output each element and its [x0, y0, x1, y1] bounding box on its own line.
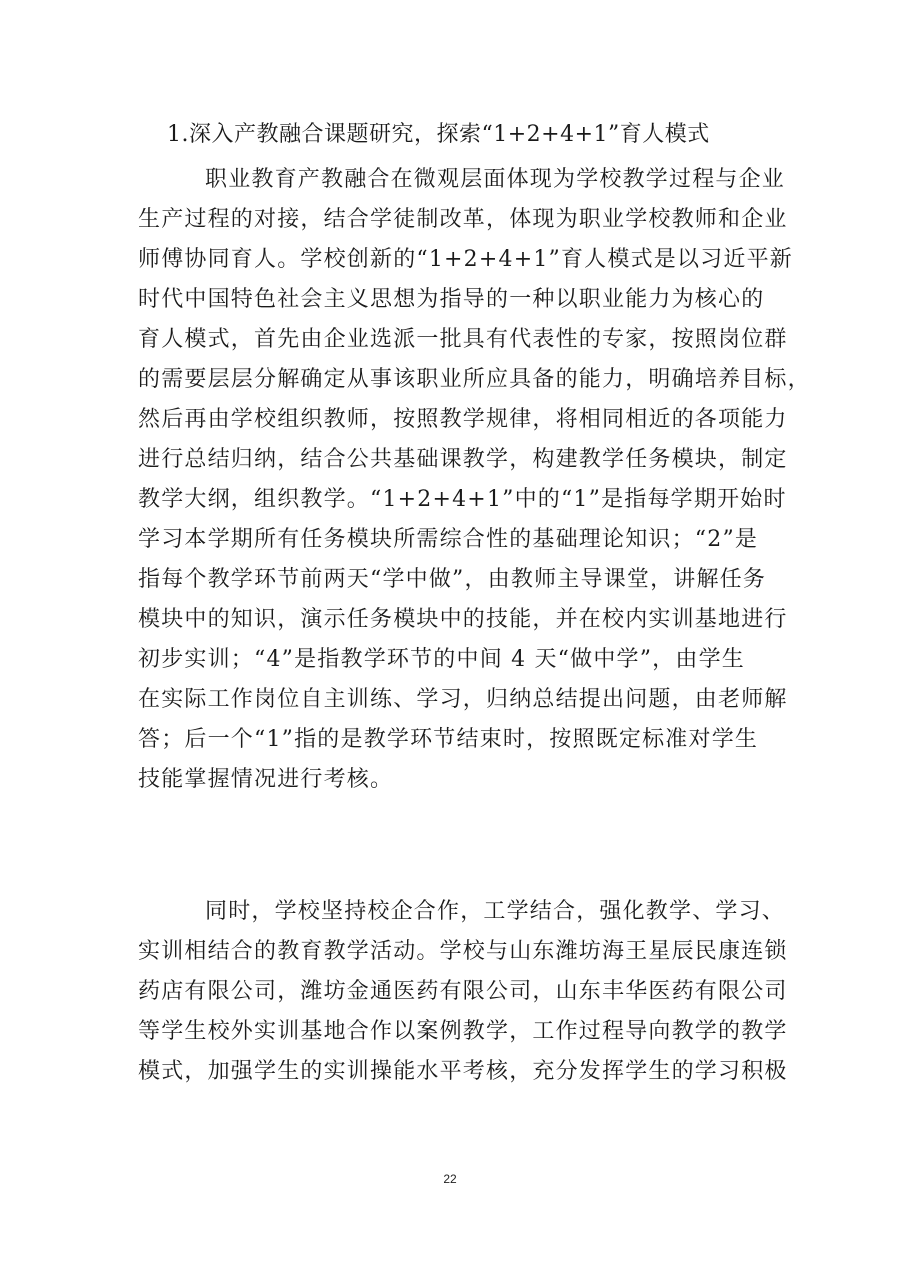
text-line: 等学生校外实训基地合作以案例教学，工作过程导向教学的教学	[138, 1019, 788, 1044]
text-line: 技能掌握情况进行考核。	[138, 767, 394, 792]
text-line: 指每个教学环节前两天“学中做”，由教师主导课堂，讲解任务	[138, 567, 767, 592]
text-line: 师傅协同育人。学校创新的“1+2+4+1”育人模式是以习近平新	[138, 247, 793, 272]
text-line: 进行总结归纳，结合公共基础课教学，构建教学任务模块，制定	[138, 447, 788, 472]
paragraph-2	[138, 892, 788, 1092]
text-line: 初步实训；“4”是指教学环节的中间 4 天“做中学”，由学生	[138, 647, 745, 672]
text-line: 教学大纲，组织教学。“1+2+4+1”中的“1”是指每学期开始时	[138, 487, 787, 512]
text-line: 模式，加强学生的实训操能水平考核，充分发挥学生的学习积极	[138, 1059, 788, 1084]
text-line: 的需要层层分解确定从事该职业所应具备的能力，明确培养目标，	[138, 367, 811, 392]
text-line: 育人模式，首先由企业选派一批具有代表性的专家，按照岗位群	[138, 327, 788, 352]
paragraph-1	[138, 160, 811, 800]
text-line: 同时，学校坚持校企合作，工学结合，强化教学、学习、	[205, 899, 786, 924]
page-number: 22	[443, 1172, 457, 1186]
section-heading: 1.深入产教融合课题研究，探索“1+2+4+1”育人模式	[167, 122, 710, 147]
text-line: 答；后一个“1”指的是教学环节结束时，按照既定标准对学生	[138, 727, 759, 752]
text-line: 在实际工作岗位自主训练、学习，归纳总结提出问题，由老师解	[138, 687, 788, 712]
text-line: 模块中的知识，演示任务模块中的技能，并在校内实训基地进行	[138, 607, 788, 632]
text-line: 生产过程的对接，结合学徒制改革，体现为职业学校教师和企业	[138, 207, 788, 232]
text-line: 学习本学期所有任务模块所需综合性的基础理论知识；“2”是	[138, 527, 759, 552]
text-line: 时代中国特色社会主义思想为指导的一种以职业能力为核心的	[138, 287, 765, 312]
text-line: 实训相结合的教育教学活动。学校与山东潍坊海王星辰民康连锁	[138, 939, 788, 964]
text-line: 然后再由学校组织教师，按照教学规律，将相同相近的各项能力	[138, 407, 788, 432]
text-line: 药店有限公司，潍坊金通医药有限公司，山东丰华医药有限公司	[138, 979, 788, 1004]
text-line: 职业教育产教融合在微观层面体现为学校教学过程与企业	[205, 167, 786, 192]
